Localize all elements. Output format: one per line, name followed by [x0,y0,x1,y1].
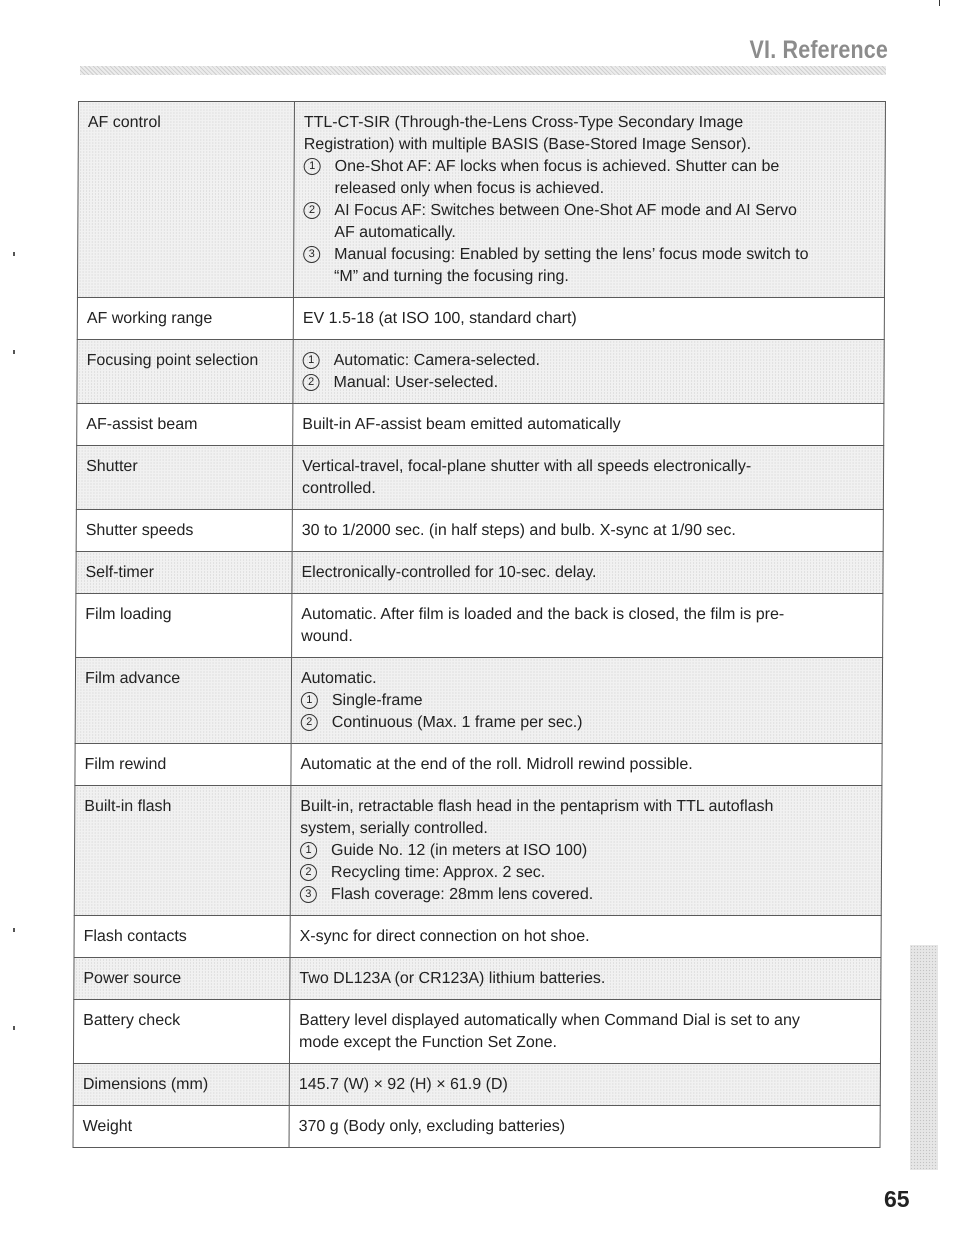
spec-text-line: system, serially controlled. [300,820,488,837]
numbered-item-text: Recycling time: Approx. 2 sec. [330,864,546,881]
spec-label: Film advance [75,658,291,744]
spec-label: Battery check [73,1000,289,1064]
spec-label: Power source [74,958,290,1000]
specifications-table [73,101,886,1148]
scan-margin-mark [13,252,15,256]
spec-row [76,510,883,552]
spec-label: Built-in flash [74,786,291,916]
spec-row [73,1106,880,1148]
circled-number-icon: 2 [300,864,317,881]
spec-value [293,340,884,404]
spec-row [73,1064,880,1106]
circled-number-icon: 1 [300,842,317,859]
spec-value [293,298,884,340]
spec-text-line: Built-in, retractable flash head in the pentaprism with TTL autoflash [300,798,774,815]
numbered-item-text: Flash coverage: 28mm lens covered. [330,886,594,903]
spec-row [74,958,881,1000]
spec-label: Weight [73,1106,289,1148]
spec-value [290,786,882,916]
spec-row [76,552,883,594]
spec-text-line: Automatic at the end of the roll. Midroll rewind possible. [300,756,693,773]
spec-row [75,658,882,744]
section-tab-marker [910,945,938,1170]
numbered-item-text: Continuous (Max. 1 frame per sec.) [331,714,583,731]
spec-text-line: TTL-CT-SIR (Through-the-Lens Cross-Type Secondary Image [303,114,744,131]
section-title: VI. Reference [749,36,888,64]
circled-number-icon: 2 [303,202,320,219]
circled-number-icon: 1 [304,158,321,175]
scan-margin-mark [13,350,15,354]
spec-text-line: Battery level displayed automatically when Command Dial is set to any [299,1012,800,1029]
scan-margin-mark [13,1026,15,1030]
spec-text-line: Built-in AF-assist beam emitted automatically [302,416,621,433]
spec-value [291,658,882,744]
spec-label: Shutter [76,446,292,510]
spec-text-line: Electronically-controlled for 10-sec. delay. [301,564,597,581]
spec-value [289,1106,880,1148]
spec-text-line: EV 1.5-18 (at ISO 100, standard chart) [302,310,577,327]
scan-margin-mark [13,928,15,932]
spec-text-line: 30 to 1/2000 sec. (in half steps) and bulb. X-sync at 1/90 sec. [301,522,736,539]
spec-label: AF control [77,102,294,298]
spec-label: Film loading [76,594,292,658]
spec-row [77,404,884,446]
spec-label: Flash contacts [74,916,290,958]
numbered-item [300,840,872,862]
numbered-item-text: released only when focus is achieved. [334,180,605,197]
spec-value [291,744,882,786]
numbered-item-text: Automatic: Camera-selected. [333,352,540,369]
spec-value [293,404,884,446]
numbered-item [302,372,874,394]
spec-label: Shutter speeds [76,510,292,552]
numbered-item [300,884,872,906]
spec-value [293,102,885,298]
spec-row [77,102,885,298]
spec-text-line: Automatic. After film is loaded and the back is closed, the film is pre- [301,606,785,623]
header-rule [80,66,886,75]
spec-text-line: controlled. [301,480,376,497]
numbered-item-text: AI Focus AF: Switches between One-Shot AF mode and AI Servo [334,202,797,219]
spec-value [292,552,883,594]
circled-number-icon: 2 [301,714,318,731]
spec-row [74,916,881,958]
spec-row [77,298,884,340]
spec-text-line: Automatic. [300,670,377,687]
numbered-item-text: Manual focusing: Enabled by setting the lens’ focus mode switch to [334,246,809,263]
spec-row [73,1000,880,1064]
spec-value [289,1000,880,1064]
circled-number-icon: 1 [301,692,318,709]
spec-row [77,340,884,404]
spec-text-line: wound. [301,628,353,645]
numbered-item-text: Manual: User-selected. [333,374,499,391]
spec-value [290,916,881,958]
spec-label: Self-timer [76,552,292,594]
numbered-item [300,862,872,884]
numbered-item [303,156,875,200]
spec-text-line: Registration) with multiple BASIS (Base-Stored Image Sensor). [303,136,752,153]
numbered-item-text: Guide No. 12 (in meters at ISO 100) [331,842,588,859]
numbered-item-text: Single-frame [331,692,423,709]
spec-label: Film rewind [75,744,291,786]
spec-value [290,958,881,1000]
spec-label: AF working range [77,298,293,340]
spec-row [76,446,883,510]
spec-value [289,1064,880,1106]
page-number: 65 [884,1186,910,1212]
spec-value [292,594,883,658]
spec-label: Dimensions (mm) [73,1064,289,1106]
spec-text-line: X-sync for direct connection on hot shoe. [299,928,590,945]
circled-number-icon: 3 [300,886,317,903]
numbered-item [303,350,875,372]
spec-value [292,510,883,552]
spec-label: AF-assist beam [77,404,293,446]
spec-row [74,786,882,916]
numbered-item-text: AF automatically. [334,224,456,241]
spec-label: Focusing point selection [77,340,293,404]
scan-edge-mark [939,0,940,6]
numbered-item-text: One-Shot AF: AF locks when focus is achieved. Shutter can be [334,158,780,175]
numbered-item [301,690,873,712]
spec-text-line: Two DL123A (or CR123A) lithium batteries. [299,970,606,987]
circled-number-icon: 3 [303,246,320,263]
circled-number-icon: 2 [302,374,319,391]
spec-value [292,446,883,510]
numbered-item [301,712,873,734]
spec-row [76,594,883,658]
spec-row [75,744,882,786]
spec-text-line: Vertical-travel, focal-plane shutter with all speeds electronically- [302,458,752,475]
circled-number-icon: 1 [303,352,320,369]
spec-text-line: mode except the Function Set Zone. [299,1034,558,1051]
spec-text-line: 145.7 (W) × 92 (H) × 61.9 (D) [298,1076,508,1093]
numbered-item-text: “M” and turning the focusing ring. [334,268,569,285]
numbered-item [303,200,875,244]
numbered-item [303,244,875,288]
spec-text-line: 370 g (Body only, excluding batteries) [298,1118,566,1135]
